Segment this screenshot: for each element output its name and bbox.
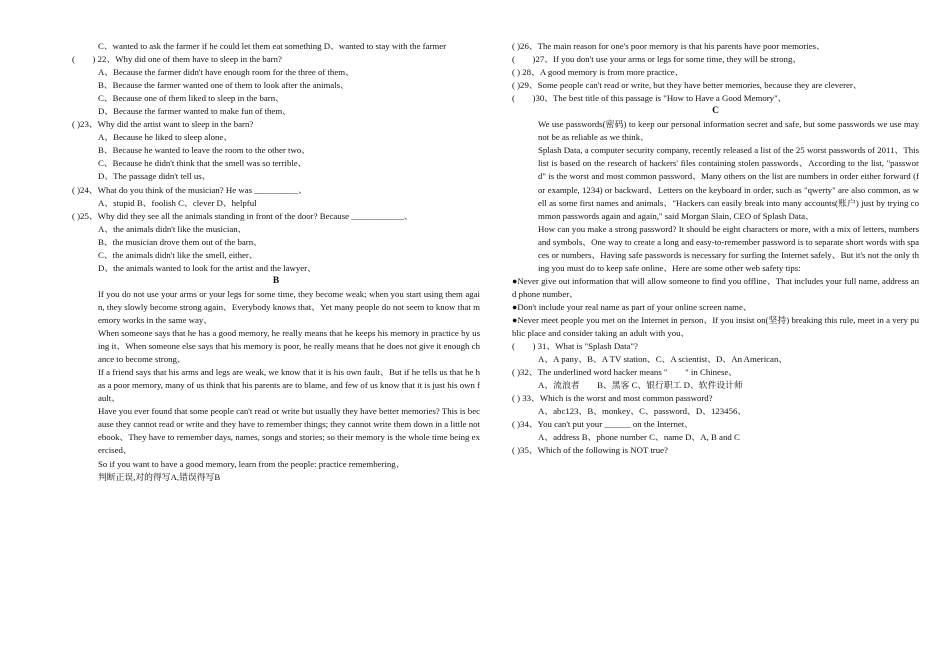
passage-paragraph: ●Don't include your real name as part of your online screen name、 <box>512 301 752 312</box>
right-column <box>512 40 919 652</box>
question-line: ( )32、The underlined word hacker means " " in Chinese、 <box>512 367 738 378</box>
question-line: ( )27、If you don't use your arms or legs for some time, they will be strong、 <box>512 54 802 65</box>
question-line: ( ) 22、Why did one of them have to sleep in the barn? <box>72 54 282 65</box>
question-line: ( )23、Why did the artist want to sleep in the barn? <box>72 119 254 130</box>
passage-paragraph: ●Never meet people you met on the Internet in person、If you insist on(坚持) breaking this rule, meet in a very public place and consider taking an adult with you、 <box>512 314 919 339</box>
question-line: ( )34、You can't put your ______ on the Internet、 <box>512 419 694 430</box>
passage-paragraph: ●Never give out information that will allow someone to find you offline、That includes your full name, address and phone number、 <box>512 275 919 299</box>
answer-options: C、Because one of them liked to sleep in the barn、 <box>98 93 284 104</box>
left-column <box>72 40 480 652</box>
answer-options: C、the animals didn't like the smell, either、 <box>98 249 258 260</box>
answer-options: A、A pany、B、A TV station、C、A scientist、D、An American、 <box>538 354 788 365</box>
answer-options: A、address B、phone number C、name D、A, B and C <box>538 432 740 443</box>
passage-paragraph: When someone says that he has a good memory, he really means that he keeps his memory in practice by using it、When someone else says that his memory is poor, he really means that he does not give it enough chance to become strong、 <box>98 328 480 365</box>
answer-options: D、The passage didn't tell us、 <box>98 171 211 182</box>
answer-options: C、wanted to ask the farmer if he could let them eat something D、wanted to stay with the farmer <box>98 41 447 51</box>
passage-paragraph: Splash Data, a computer security company, recently released a list of the 25 worst passwords of 2011、This list is based on the research of hackers' files containing stolen passwords、According to the list, "password" is the worst and most common password、Many others on the list are numbers in order either forward (for example, 1234) or backward、Letters on the keyboard in order, such as "qwerty" are also common, as well as some first names and animals、"Hackers can easily break into many accounts(账户) just by trying common passwords again and again," said Morgan Slain, CEO of Splash Data、 <box>538 145 919 221</box>
answer-options: C、Because he didn't think that the smell was so terrible、 <box>98 158 307 169</box>
question-line: ( )29、Some people can't read or write, but they have better memories, because they are cleverer、 <box>512 80 862 91</box>
passage-paragraph: If a friend says that his arms and legs are weak, we know that it is his own fault、But if he tells us that he has a poor memory, many of us think that his parents are to blame, and few of us know that it is just his own fault、 <box>98 367 480 404</box>
answer-options: D、the animals wanted to look for the artist and the lawyer、 <box>98 262 316 273</box>
passage-paragraph: So if you want to have a good memory, learn from the people: practice remembering、 <box>98 458 405 469</box>
answer-options: A、Because the farmer didn't have enough room for the three of them、 <box>98 67 354 78</box>
passage-paragraph: We use passwords(密码) to keep our personal information secret and safe, but some passwords we use may not be as reliable as we think、 <box>538 119 919 143</box>
question-line: ( )26、The main reason for one's poor memory is that his parents have poor memories、 <box>512 41 825 51</box>
answer-options: A、abc123、B、monkey、C、password、D、123456、 <box>538 406 747 417</box>
passage-paragraph: If you do not use your arms or your legs for some time, they become weak; when you start using them again, they slowly become strong again、Everybody knows that、Yet many people do not seem to know that memory works in the same way、 <box>98 288 480 325</box>
question-line: ( ) 33、Which is the worst and most common password? <box>512 393 713 404</box>
answer-options: A、stupid B、foolish C、clever D、helpful <box>98 197 257 208</box>
question-line: ( ) 28、A good memory is from more practice、 <box>512 67 684 78</box>
answer-options: A、流浪者 B、黑客 C、银行职工 D、软件设计师 <box>538 380 743 391</box>
passage-heading: C <box>712 106 719 117</box>
passage-heading: B <box>272 275 280 286</box>
answer-options: B、Because he wanted to leave the room to the other two、 <box>98 145 311 156</box>
answer-options: A、Because he liked to sleep alone、 <box>98 132 233 143</box>
question-line: ( )30、The best title of this passage is "How to Have a Good Memory"、 <box>512 93 787 104</box>
passage-paragraph: Have you ever found that some people can't read or write but usually they have better memories? This is because they cannot read or write and they have to remember things; they cannot write them down in a little notebook、They have to remember days, names, songs and stories; so their memory is the whole time being exercised、 <box>98 406 480 456</box>
question-line: ( )35、Which of the following is NOT true? <box>512 445 668 456</box>
passage-paragraph: 判断正误,对的得写A,错误得写B <box>98 471 221 482</box>
answer-options: D、Because the farmer wanted to make fun of them、 <box>98 106 291 117</box>
answer-options: A、the animals didn't like the musician、 <box>98 223 247 234</box>
question-line: ( ) 31、What is "Splash Data"? <box>512 341 638 352</box>
question-line: ( )24、What do you think of the musician? He was __________、 <box>72 184 308 195</box>
passage-paragraph: How can you make a strong password? It should be eight characters or more, with a mix of letters, numbers and symbols、One way to create a long and easy-to-remember password is to separate short words with spaces or numbers、Having safe passwords is necessary for surfing the Internet safely、But it's not the only thing you must do to keep safe online、Here are some other web safety tips: <box>538 223 919 273</box>
question-line: ( )25、Why did they see all the animals standing in front of the door? Because ____________、 <box>72 210 413 221</box>
answer-options: B、the musician drove them out of the barn、 <box>98 236 262 247</box>
answer-options: B、Because the farmer wanted one of them to look after the animals、 <box>98 80 349 91</box>
